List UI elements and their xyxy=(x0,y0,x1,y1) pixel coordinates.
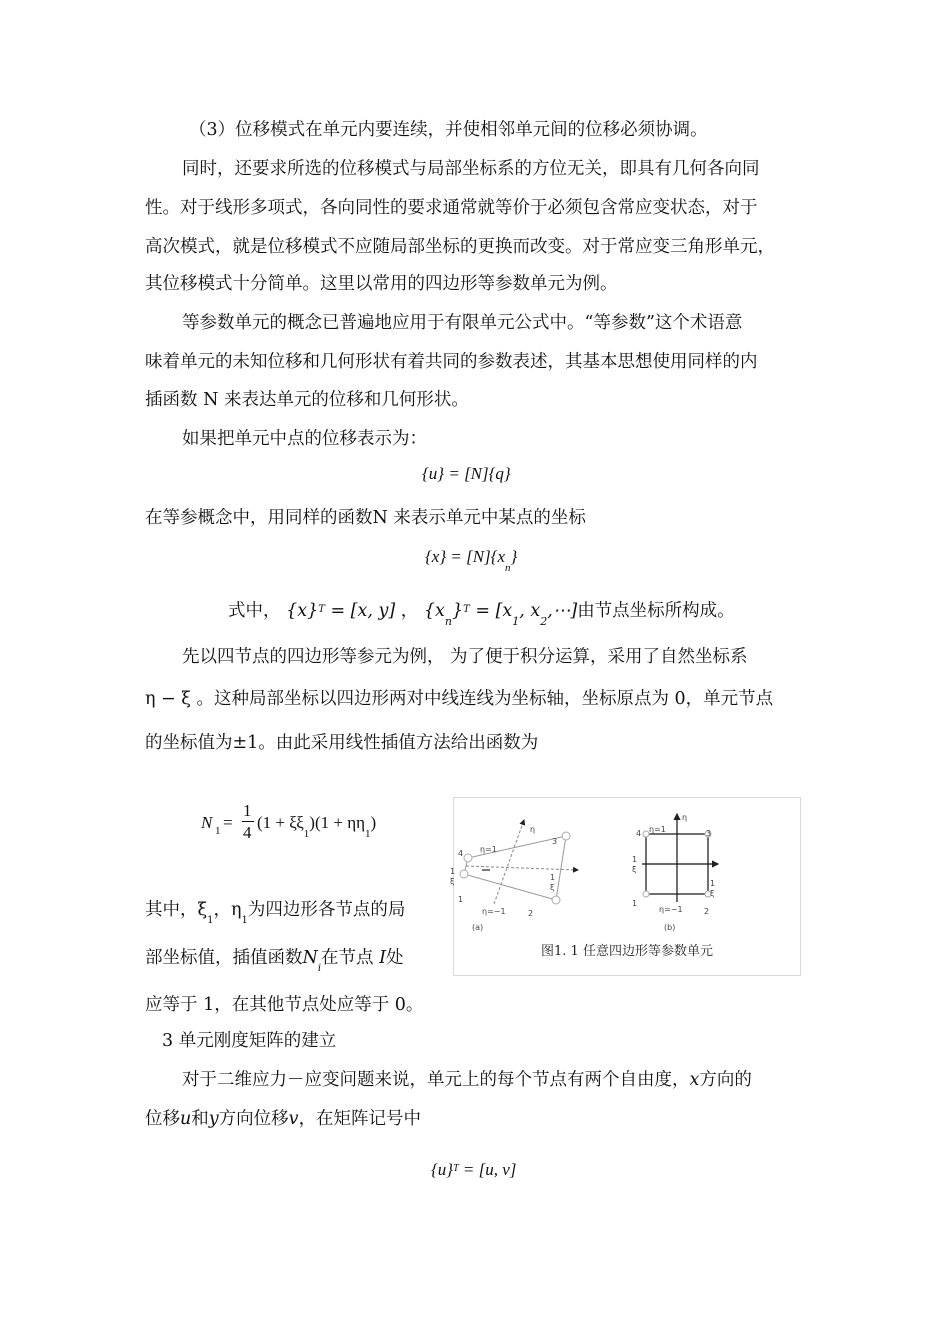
paragraph-line: 插函数 N 来表达单元的位移和几何形状。 xyxy=(145,390,469,410)
eq-body-a: (1 + ξξ xyxy=(257,813,304,832)
text: ， xyxy=(400,601,419,621)
node-1 xyxy=(460,870,468,878)
sym-I: I xyxy=(379,948,387,968)
eq-sub: 1 xyxy=(364,828,371,840)
equation-displacement: {u} = [N]{q} xyxy=(422,464,511,483)
equation-coordinates xyxy=(425,547,518,574)
paragraph-line: 高次模式，就是位移模式不应随局部坐标的更换而改变。对于常应变三角形单元， xyxy=(145,237,775,257)
paragraph-line: 等参数单元的概念已普遍地应用于有限单元公式中。“等参数”这个术语意 xyxy=(182,313,743,333)
text: 位移 xyxy=(145,1109,180,1129)
eq-sub: 2 xyxy=(540,615,548,628)
paragraph-line xyxy=(145,1107,421,1131)
paragraph-line: η − ξ 。这种局部坐标以四边形两对中线连线为坐标轴，坐标原点为 0，单元节点 xyxy=(145,689,774,709)
eq-part: , x xyxy=(519,601,541,621)
label-frac-bot-b: ξ xyxy=(632,865,637,874)
eq-main: {x} = [N]{x xyxy=(425,547,506,566)
paragraph-line: 的坐标值为±1。由此采用线性插值方法给出函数为 xyxy=(145,733,539,753)
text: 方向的 xyxy=(699,1070,752,1090)
eq-sub: 1 xyxy=(215,825,221,837)
eq-frac-num: 1 xyxy=(243,801,252,820)
text: 部坐标值，插值函数 xyxy=(145,948,303,968)
eq-body-c: ) xyxy=(370,813,377,832)
label-frac-bot-b2: ξ xyxy=(710,889,715,898)
text: 为四边形各节点的局 xyxy=(247,900,406,920)
label-frac-top-b: 1 xyxy=(632,855,638,864)
sym-xi: ξ xyxy=(197,900,208,920)
eq-part: ,⋯] xyxy=(547,601,578,621)
label-frac-top-a: 1 xyxy=(450,867,456,876)
eq-sub: 1 xyxy=(512,615,520,628)
sym-N: N xyxy=(302,948,318,968)
text: 其中， xyxy=(145,900,198,920)
label-eta1-b: η=1 xyxy=(649,825,666,834)
eq-part: } xyxy=(451,601,464,621)
text: 和 xyxy=(191,1109,209,1129)
text: 对于二维应力－应变问题来说，单元上的每个节点有两个自由度， xyxy=(182,1070,690,1090)
label-n4-a: 4 xyxy=(458,849,464,858)
eq-sub: 1 xyxy=(241,915,248,926)
figure-isoparametric-element xyxy=(450,797,801,976)
paragraph-line: 应等于 1，在其他节点处应等于 0。 xyxy=(145,995,424,1015)
text: 式中， xyxy=(228,601,281,621)
paragraph-line: 先以四节点的四边形等参元为例， 为了便于积分运算，采用了自然坐标系 xyxy=(182,647,748,667)
eq-sub: n xyxy=(505,562,511,574)
text: ，在矩阵记号中 xyxy=(298,1109,422,1129)
label-n3-b: 3 xyxy=(706,829,712,838)
label-etam1-a: η=−1 xyxy=(482,907,506,916)
label-eta1-a: η=1 xyxy=(480,845,497,854)
section-heading: 3 单元刚度矩阵的建立 xyxy=(162,1031,337,1051)
label-eta-a: η xyxy=(530,825,536,834)
eq-end: } xyxy=(510,547,518,566)
label-etam1-b: η=−1 xyxy=(659,905,683,914)
label-n4-b: 4 xyxy=(636,829,642,838)
eq-part: {x} xyxy=(286,601,319,621)
text: 方向位移 xyxy=(218,1109,289,1129)
paragraph-line: 同时，还要求所选的位移模式与局部坐标系的方位无关，即具有几何各向同 xyxy=(182,159,760,179)
eq-body-b: )(1 + ηη xyxy=(309,813,365,832)
eq-part: = [x, y] xyxy=(324,601,396,621)
text: 处 xyxy=(386,948,404,968)
label-frac-top-a2: 1 xyxy=(550,873,556,882)
paragraph-line: 在等参概念中，用同样的函数N 来表示单元中某点的坐标 xyxy=(145,508,586,528)
eq-sup: T xyxy=(453,1163,459,1174)
label-n1-b: 1 xyxy=(632,899,638,908)
text: 由节点坐标所构成。 xyxy=(577,601,735,621)
eq-part: {x xyxy=(423,601,445,621)
eq-sub: 1 xyxy=(303,828,310,840)
label-frac-bot-a2: ξ xyxy=(550,883,555,892)
eq-part: = [x xyxy=(469,601,513,621)
paragraph-line: 其位移模式十分简单。这里以常用的四边形等参数单元为例。 xyxy=(145,274,618,294)
node-4 xyxy=(464,854,472,862)
eq-sub: i xyxy=(317,963,322,974)
text: ， xyxy=(213,900,232,920)
eta-axis-a xyxy=(494,820,524,904)
text: 在节点 xyxy=(321,948,374,968)
eq-sub: n xyxy=(444,615,452,628)
eq-frac-den: 4 xyxy=(243,823,252,842)
sym-y: y xyxy=(208,1109,219,1129)
eq-part: = [u, v] xyxy=(458,1160,517,1179)
paragraph-line xyxy=(145,898,405,925)
node-3 xyxy=(562,832,570,840)
eq-N: N xyxy=(201,813,213,832)
sym-u: u xyxy=(180,1109,192,1129)
sym-eta: η xyxy=(231,900,242,920)
label-a: (a) xyxy=(472,923,484,932)
sym-x: x xyxy=(689,1070,700,1090)
label-n2-a: 2 xyxy=(528,909,534,918)
paragraph-line: 味着单元的未知位移和几何形状有着共同的参数表述，其基本思想使用同样的内 xyxy=(145,352,758,372)
figure-caption: 图1. 1 任意四边形等参数单元 xyxy=(541,944,713,959)
paragraph-line xyxy=(182,1068,752,1092)
eq-equals: = xyxy=(223,813,233,832)
sym-v: v xyxy=(288,1109,299,1129)
label-n2-b: 2 xyxy=(704,907,710,916)
label-n1-a: 1 xyxy=(458,895,464,904)
label-eta-b: η xyxy=(682,813,688,822)
label-frac-bot-a: ξ xyxy=(450,877,455,886)
label-frac-top-b2: 1 xyxy=(710,879,716,888)
eq-sup: T xyxy=(318,604,325,615)
equation-displacement-transpose xyxy=(431,1160,516,1180)
figure-drawing xyxy=(450,798,800,938)
label-n3-a: 3 xyxy=(552,837,558,846)
label-b: (b) xyxy=(664,923,676,932)
paragraph-where xyxy=(228,599,735,626)
paragraph-line xyxy=(145,946,404,973)
node-2 xyxy=(552,896,560,904)
paragraph-line: 如果把单元中点的位移表示为： xyxy=(182,429,427,449)
eq-part: {u} xyxy=(431,1160,454,1179)
eq-body xyxy=(257,813,377,840)
eq-sub: 1 xyxy=(207,915,214,926)
paragraph-line: 性。对于线形多项式，各向同性的要求通常就等价于必须包含常应变状态，对于 xyxy=(145,198,758,218)
paragraph-item-3: （3）位移模式在单元内要连续，并使相邻单元间的位移必须协调。 xyxy=(189,120,708,140)
eq-sup: T xyxy=(463,604,470,615)
